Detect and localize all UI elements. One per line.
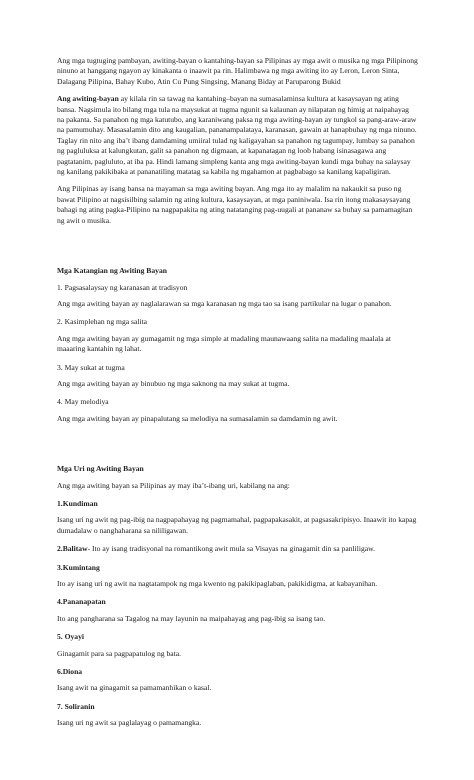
closing-paragraph: Ang Pilipinas ay isang bansa na mayaman sa mga awiting bayan. Ang mga ito ay malalim na nakaukit sa puso ng bawat Pilipino at nagsisilbing salamin ng ating kultura, kasaysayan, at mga paniniwala. Isa rin itong makasaysayang bahagi ng ating pagka-Pilipino na nagpapakita ng ating natatanging pag-uugali at pananaw sa buhay sa pamamagitan ng awit o musika. [57, 184, 413, 225]
katangian-heading: Mga Katangian ng Awiting Bayan [57, 266, 167, 276]
definition-term: Ang awiting-bayan [57, 94, 119, 104]
katangian-list [57, 283, 418, 425]
uri-item-balitaw [57, 544, 418, 554]
uri-item-text: Isang uri ng awit ng pag-ibig na nagpapahayag ng pagmamahal, pagpapakasakit, at pagsasakripisyo. Inaawit ito kapag dumadalaw o nanghaharana sa nililigawan. [57, 515, 417, 535]
intro-paragraph: Ang mga tugtuging pambayan, awiting-bayan o kantahing-bayan sa Pilipinas ay mga awit o musika ng mga Pilipinong ninuno at hanggang ngayon ay kinakanta o inaawit pa rin. Halimbawa ng mga awiting ito ay Leron, Leron Sinta, Dalagang Pilipina, Bahay Kubo, Atin Cu Pung Singsing, Manang Biday at Paruparong Bukid [57, 56, 418, 86]
uri-intro: Ang mga awiting bayan sa Pilipinas ay may iba’t-ibang uri, kabilang na ang: [57, 480, 290, 490]
katangian-item-text: Ang mga awiting bayan ay pinapalutang sa melodiya na sumasalamin sa damdamin ng awit. [57, 413, 338, 423]
katangian-item-text: Ang mga awiting bayan ay naglalarawan sa mga karanasan ng mga tao sa isang partikular na lugar o panahon. [57, 298, 392, 308]
uri-item-text: Isang awit na ginagamit sa pamamanhikan o kasal. [57, 683, 212, 693]
uri-list [57, 499, 418, 729]
uri-heading: Mga Uri ng Awiting Bayan [57, 464, 144, 474]
katangian-item-text: Ang mga awiting bayan ay gumagamit ng mga simple at madaling maunawaang salita na madaling maalala at maaaring kantahin ng lahat. [57, 333, 392, 354]
uri-item-name: 7. Soliranin [57, 701, 95, 711]
uri-item-text: Isang uri ng awit sa paglalayag o pamamangka. [57, 718, 202, 728]
katangian-item-label: 1. Pagsasalaysay ng karanasan at tradisyon [57, 282, 188, 292]
definition-text: ay kilala rin sa tawag na kantahing–bayan na sumasalaminsa kultura at kasaysayan ng ating bansa. Nagsimula ito bilang mga tula na maysukat at tugma ngunit sa kalaunan ay nilapatan ng himig at naipahayag na pakanta. Sa panahon ng mga katutubo, ang karaniwang paksa ng mga awiting-bayan ay tungkol sa pang-araw-araw na pamumuhay. Masasalamin dito ang kaugalian, pananampalataya, karanasan, gawain at hanapbuhay ng mga ninuno. Taglay rin nito ang iba’t ibang damdaming umiiral tulad ng kaligayahan sa panahon ng tagumpay, lumbay sa panahon ng pagluluksa at kalungkutan, galit sa panahon ng digmaan, at kapanatagan ng loob habang isinasagawa ang pagtatanim, pagluluto, at iba pa. Hindi lamang simpleng kanta ang mga awiting-bayan kundi mga buhay na salaysay ng kanilang pakikibaka at pananatiling matatag sa kabila ng mgahamon at pagbabago sa kanilang kapaligiran. [57, 94, 417, 177]
uri-item-name: 4.Pananapatan [57, 597, 106, 607]
uri-item-text: Ginagamit para sa pagpapatulog ng bata. [57, 648, 181, 658]
katangian-item-label: 2. Kasimplehan ng mga salita [57, 317, 148, 327]
uri-item-name: 5. Oyayi [57, 632, 85, 642]
uri-item-name: 3.Kumintang [57, 562, 100, 572]
katangian-item-label: 3. May sukat at tugma [57, 362, 125, 372]
uri-item-name: 1.Kundiman [57, 498, 98, 508]
uri-item-name: 2.Balitaw [57, 544, 88, 554]
katangian-item-text: Ang mga awiting bayan ay binubuo ng mga saknong na may sukat at tugma. [57, 378, 290, 388]
uri-item-text: - Ito ay isang tradisyonal na romantikong awit mula sa Visayas na ginagamit din sa panliligaw. [87, 544, 376, 554]
uri-item-name: 6.Diona [57, 667, 83, 677]
katangian-item-label: 4. May melodiya [57, 397, 109, 407]
uri-item-text: Ito ang pangharana sa Tagalog na may layunin na maipahayag ang pag-ibig sa isang tao. [57, 613, 326, 623]
uri-item-text: Ito ay isang uri ng awit na nagtatampok ng mga kwento ng pakikipaglaban, pakikidigma, at kabayanihan. [57, 579, 378, 588]
definition-paragraph [57, 94, 418, 177]
